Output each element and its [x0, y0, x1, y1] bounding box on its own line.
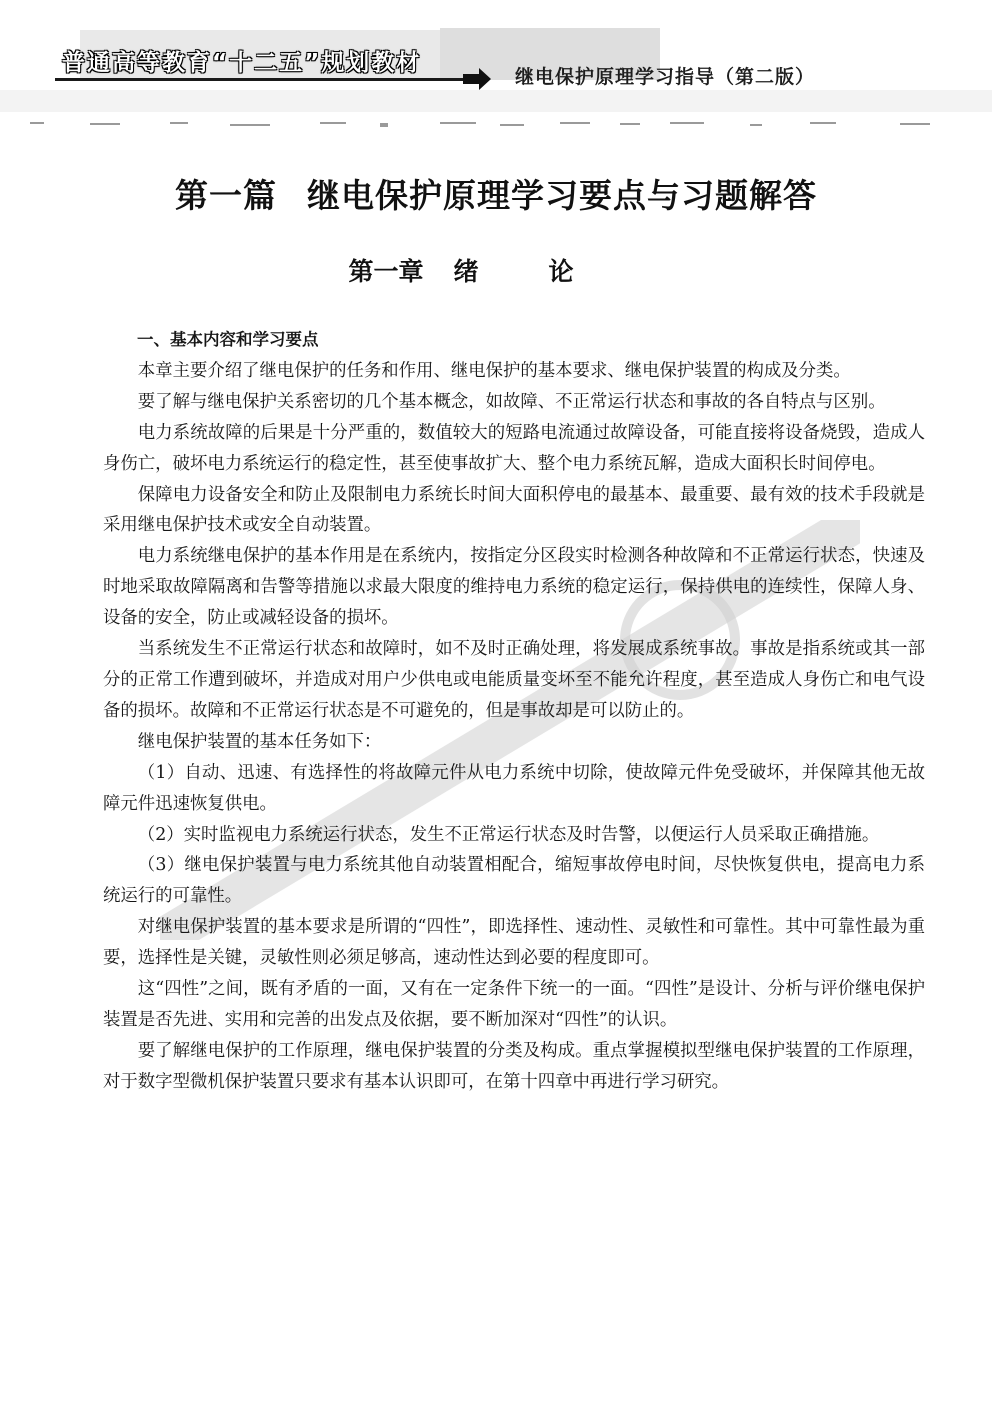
paragraph: 这“四性”之间，既有矛盾的一面，又有在一定条件下统一的一面。“四性”是设计、分析与评价继电保护装置是否先进、实用和完善的出发点及依据，要不断加深对“四性”的认识。 — [103, 979, 925, 1030]
chapter-title — [0, 252, 992, 288]
list-item: （3）继电保护装置与电力系统其他自动装置相配合，缩短事故停电时间，尽快恢复供电，提高电力系统运行的可靠性。 — [103, 855, 925, 907]
arrow-right-icon — [463, 68, 491, 90]
part-title — [0, 170, 992, 217]
section-heading: 一、基本内容和学习要点 — [137, 330, 319, 349]
paragraph: 保障电力设备安全和防止及限制电力系统长时间大面积停电的最基本、最重要、最有效的技术手段就是采用继电保护技术或安全自动装置。 — [103, 484, 925, 536]
paragraph: 当系统发生不正常运行状态和故障时，如不及时正确处理，将发展成系统事故。事故是指系统或其一部分的正常工作遭到破坏，并造成对用户少供电或电能质量变坏至不能允许程度，甚至造成人身伤亡和电气设备的损坏。故障和不正常运行状态是不可避免的，但是事故却是可以防止的。 — [103, 639, 925, 721]
main-content — [103, 325, 925, 1098]
book-title: 继电保护原理学习指导（第二版） — [515, 66, 816, 88]
paragraph: 继电保护装置的基本任务如下： — [137, 731, 382, 752]
list-item: （2）实时监视电力系统运行状态，发生不正常运行状态及时告警，以便运行人员采取正确措施。 — [137, 824, 880, 845]
part-name: 继电保护原理学习要点与习题解答 — [307, 176, 817, 215]
paragraph: 要了解与继电保护关系密切的几个基本概念，如故障、不正常运行状态和事故的各自特点与区别。 — [137, 391, 886, 412]
header-rule — [55, 78, 465, 81]
list-item: （1）自动、迅速、有选择性的将故障元件从电力系统中切除，使故障元件免受破坏，并保障其他无故障元件迅速恢复供电。 — [103, 762, 925, 814]
series-title: 普通高等教育“十二五”规划教材 — [62, 50, 422, 76]
scan-speckle-row — [20, 118, 970, 132]
part-number: 第一篇 — [175, 176, 277, 215]
chapter-number: 第一章 — [348, 257, 424, 286]
chapter-name: 绪论 — [453, 257, 644, 286]
paragraph: 电力系统继电保护的基本作用是在系统内，按指定分区段实时检测各种故障和不正常运行状态，快速及时地采取故障隔离和告警等措施以求最大限度的维持电力系统的稳定运行，保持供电的连续性，保障人身、设备的安全，防止或减轻设备的损坏。 — [103, 546, 925, 629]
paragraph: 要了解继电保护的工作原理，继电保护装置的分类及构成。重点掌握模拟型继电保护装置的工作原理，对于数字型微机保护装置只要求有基本认识即可，在第十四章中再进行学习研究。 — [103, 1040, 925, 1092]
page-header — [0, 0, 992, 120]
paragraph: 对继电保护装置的基本要求是所谓的“四性”，即选择性、速动性、灵敏性和可靠性。其中可靠性最为重要，选择性是关键，灵敏性则必须足够高，速动性达到必要的程度即可。 — [103, 917, 925, 969]
paragraph: 本章主要介绍了继电保护的任务和作用、继电保护的基本要求、继电保护装置的构成及分类。 — [137, 360, 851, 381]
paragraph: 电力系统故障的后果是十分严重的，数值较大的短路电流通过故障设备，可能直接将设备烧毁，造成人身伤亡，破坏电力系统运行的稳定性，甚至使事故扩大、整个电力系统瓦解，造成大面积长时间停电。 — [103, 422, 925, 474]
